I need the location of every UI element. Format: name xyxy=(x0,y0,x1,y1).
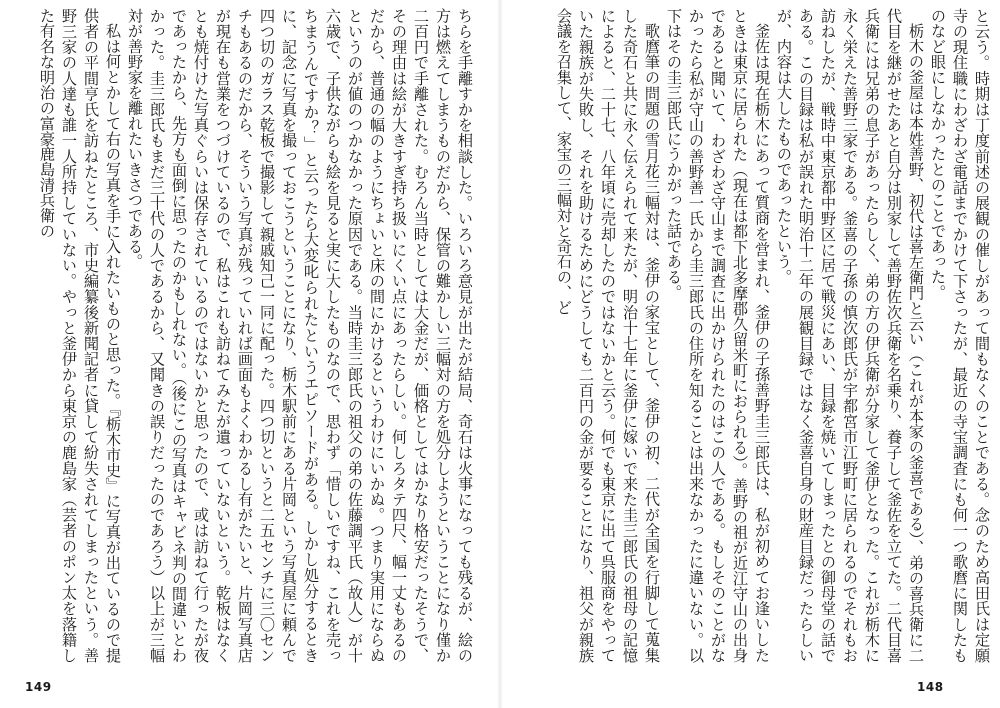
paragraph: 釜佐は現在栃木にあって質商を営まれ、釜伊の子孫善野圭三郎氏は、私が初めてお逢いしたときは東京に居られた（現在は都下北多摩郡久留米町におられる）。善野の祖が近江守山の出身であると聞いて、わざわざ守山まで調査に出かけられたのはこの人である。もしそのことがなかったら私が守山の善野善一氏から圭三郎氏の住所を知ることは出来なかったに違いない。以下はその圭三郎氏にうかがった話である。 xyxy=(665,8,771,663)
paragraph: 栃木の釜屋は本姓善野、初代は喜左衛門と云い（これが本家の釜喜である）、弟の喜兵衛に二代目を継がせたあと自分は別家して善野佐次兵衛を名乗り、養子して釜佐を立てた。二代目喜兵衛には兄弟の息子があったらしく、弟の方の伊兵衛が分家して釜伊となった。これが栃木に永く栄えた善野三家である。釜喜の子孫の慎次郎氏が宇都宮市江野町に居られるのでそれもお訪ねしたが、戦時中東京都中野区に居て戦災にあい、目録を焼いてしまったとの御母堂の話である。この目録は私が誤れた明治十二年の展観目録ではなく釜喜自身の財産目録だったらしいが、内容は大したものであったという。 xyxy=(775,8,925,663)
paragraph: と云う。時期は丁度前述の展観の催しがあって間もなくのことである。念のため高田氏は定願寺の現住職にわざわざ電話までかけて下さったが、最近の寺宝調査にも何一つ歌麿に関したものなど眼にしなかったとのことであった。 xyxy=(929,8,991,663)
paragraph: 私は何とかして右の写真を手に入れたいものと思った。『栃木市史』に写真が出ているので提供者の平間亨氏を訪ねたところ、市史編纂後新聞記者に貸して紛失されてしまったという。善野三家の人達も誰一人所持していない。やっと釜伊から東京の鹿島家（芸者のポン太を落籍した有名な明治の富豪鹿島清兵衛の xyxy=(38,8,122,663)
left-page-number: 149 xyxy=(25,680,52,694)
paragraph: ちらを手離すかを相談した。いろいろ意見が出たが結局、奇石は火事になっても残るが、絵の方は燃えてしまうものだから、保管の難かしい三幅対の方を処分しようということになり僅か二百円で手離された。むろん当時としては大金だが、価格としてはかなり格安だったそうで、その理由は絵が大きすぎ持ち扱いにくい点にあったらしい。何しろタテ四尺、幅一丈もあるのだから、普通の幅のようにちょいと床の間にかけるというわけにいかぬ。つまり実用にならぬというのが値のつかなかった原因である。当時圭三郎氏の祖父の弟の佐藤調平氏（故人）が十六歳で、子供ながらも絵を見ると実に大したものなので、思わず「惜しいですね、これを売っちまうんですか？」と云ったら大変叱られたというエピソードがある。しかし処分するときに、記念に写真を撮っておこうということになり、栃木駅前にある片岡という写真屋に頼んで四つ切のガラス乾板で撮影して親戚知己一同に配った。四つ切というと二五センチに三〇センチもあるのだから、そういう写真が残っていれば画面もよくわかるし有がたいと、片岡写真店が現在も営業をつづけているので、私はこれも訪ねてみたが遺っていないという。乾板はなくとも焼付けた写真ぐらいは保存されているのではないかと思ったので、或は訪ねて行ったが夜であったから、先方も面倒に思ったのかもしれない。（後にこの写真はキャビネ判の間違いとわかった。圭三郎氏もまだ三十代の人であるから、又聞きの誤りだったのであろう）以上が三幅対が善野家を離れたいきさつである。 xyxy=(126,8,474,663)
left-page-text xyxy=(14,8,476,663)
page-gutter xyxy=(497,0,503,708)
paragraph: 歌麿筆の問題の雪月花三幅対は、釜伊の家宝として、釜伊の初、二代が全国を行脚して蒐集した奇石と共に永く伝えられて来たが、明治十七年に釜伊に嫁いで来た圭三郎氏の祖母の記憶によると、二十七、八年頃に売却したのではないかと云う。何でも東京に出て呉服商をやっていた親族が失敗し、それを助けるためにどうしても二百円の金が要ることになり、祖父が親族会議を召集して、家宝の三幅対と奇石の、ど xyxy=(555,8,661,663)
right-page-number: 148 xyxy=(917,680,944,694)
right-page-text xyxy=(538,8,993,663)
